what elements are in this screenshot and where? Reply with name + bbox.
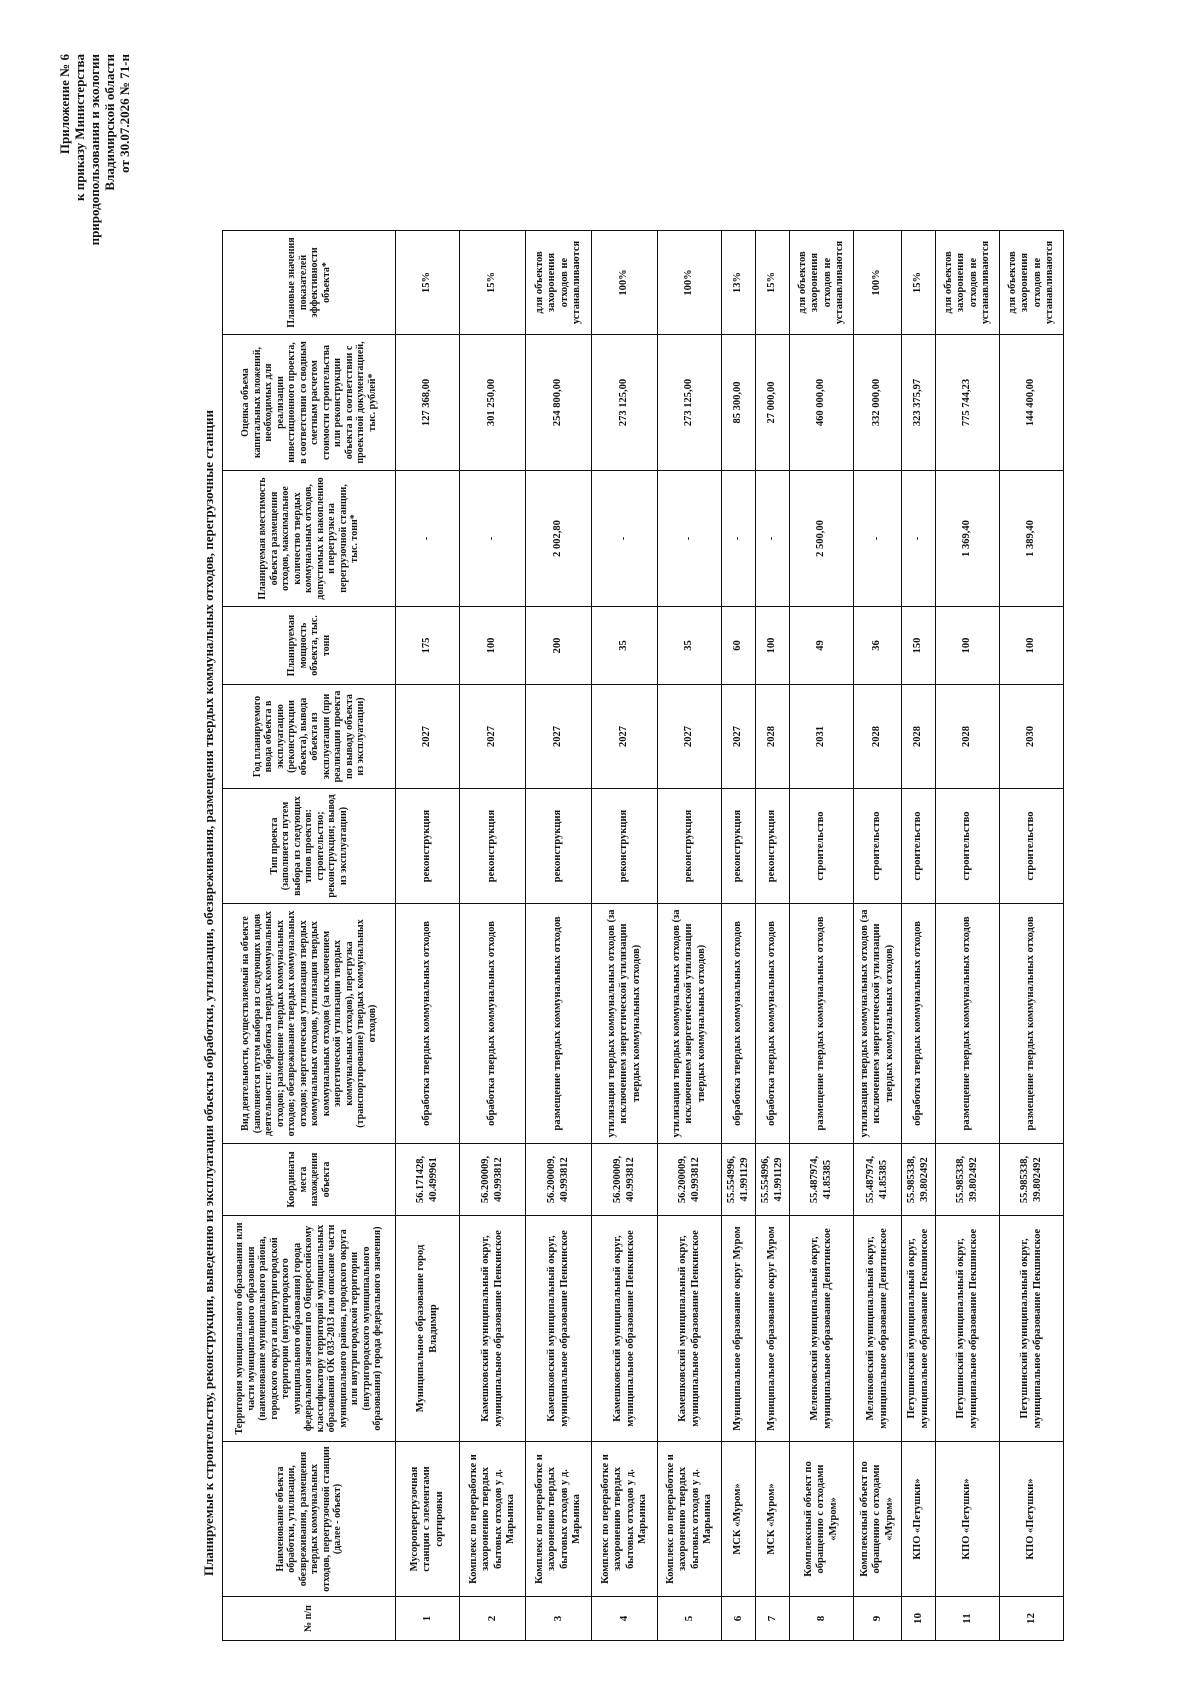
year: 2027	[526, 685, 592, 789]
table-row	[902, 231, 936, 1641]
territory: Камешковский муниципальный округ, муниципальное образование Пенкинское	[658, 1216, 722, 1442]
project-type: реконструкция	[592, 789, 658, 904]
activity-type: размещение твердых коммунальных отходов	[1000, 904, 1064, 1144]
coordinates: 55.985338, 39.802492	[902, 1144, 936, 1216]
object-name: Комплекс по переработке и захоронению твердых бытовых отходов у д. Марьинка	[658, 1442, 722, 1597]
territory: Муниципальное образование округ Муром	[722, 1216, 756, 1442]
header-row	[223, 231, 396, 1641]
capacity: 35	[658, 607, 722, 685]
activity-type: утилизация твердых коммунальных отходов (за исключением энергетической утилизации твердых коммунальных отходов)	[592, 904, 658, 1144]
volume: -	[722, 471, 756, 607]
year: 2027	[396, 685, 460, 789]
header-cell: Территория муниципального образования или части муниципального образования (наименование муниципального района, городского округа или внутригородской территории (внутригородского муниципального образования) города федерального значения по Общероссийскому классификатору территорий муниципальных образований ОК 033-2013 или описание части муниципального района, городского округа или внутригородской территории (внутригородского муниципального образования) города федерального значения)	[223, 1216, 396, 1442]
capacity: 100	[460, 607, 526, 685]
year: 2027	[592, 685, 658, 789]
table-row	[790, 231, 854, 1641]
header-cell: Планируемая мощность объекта, тыс. тонн	[223, 607, 396, 685]
approval-line: Приложение № 6	[57, 54, 72, 155]
capacity: 36	[854, 607, 902, 685]
table-row	[592, 231, 658, 1641]
document-title: Планируемые к строительству, реконструкции, выведению из эксплуатации объекты обработки, утилизации, обезвреживания, размещения твердых коммунальных отходов, перегрузочные станции	[201, 409, 216, 1577]
row-number: 4	[592, 1597, 658, 1641]
year: 2027	[722, 685, 756, 789]
capacity: 175	[396, 607, 460, 685]
object-name: МСК «Муром»	[756, 1442, 790, 1597]
capital-cost: 144 400,00	[1000, 335, 1064, 471]
efficiency: 15%	[460, 231, 526, 335]
row-number: 6	[722, 1597, 756, 1641]
capital-cost: 775 744,23	[936, 335, 1000, 471]
volume: -	[854, 471, 902, 607]
table-row	[756, 231, 790, 1641]
table-row	[936, 231, 1000, 1641]
project-type: реконструкция	[526, 789, 592, 904]
territory: Петушинский муниципальный округ, муниципальное образование Пекшинское	[1000, 1216, 1064, 1442]
object-name: КПО «Петушки»	[902, 1442, 936, 1597]
volume: -	[592, 471, 658, 607]
row-number: 1	[396, 1597, 460, 1641]
capacity: 100	[756, 607, 790, 685]
header-cell: № п/п	[223, 1597, 396, 1641]
project-type: реконструкция	[396, 789, 460, 904]
activity-type: обработка твердых коммунальных отходов	[460, 904, 526, 1144]
capital-cost: 460 000,00	[790, 335, 854, 471]
activity-type: размещение твердых коммунальных отходов	[790, 904, 854, 1144]
table-row	[1000, 231, 1064, 1641]
capacity: 49	[790, 607, 854, 685]
activity-type: обработка твердых коммунальных отходов	[902, 904, 936, 1144]
volume: -	[756, 471, 790, 607]
object-name: Комплексный объект по обращению с отходами «Муром»	[854, 1442, 902, 1597]
efficiency: 13%	[722, 231, 756, 335]
territory: Меленковский муниципальный округ, муниципальное образование Денятинское	[854, 1216, 902, 1442]
table-row	[658, 231, 722, 1641]
efficiency: для объектов захоронения отходов не устанавливаются	[936, 231, 1000, 335]
project-type: реконструкция	[658, 789, 722, 904]
header-cell: Тип проекта (заполняется путем выбора из следующих типов проектов: строительство; реконструкция; вывод из эксплуатации)	[223, 789, 396, 904]
year: 2028	[756, 685, 790, 789]
project-type: строительство	[1000, 789, 1064, 904]
territory: Петушинский муниципальный округ, муниципальное образование Пекшинское	[936, 1216, 1000, 1442]
capital-cost: 254 800,00	[526, 335, 592, 471]
coordinates: 55.487974, 41.85385	[790, 1144, 854, 1216]
activity-type: размещение твердых коммунальных отходов	[526, 904, 592, 1144]
coordinates: 55.554996, 41.991129	[722, 1144, 756, 1216]
capital-cost: 273 125,00	[592, 335, 658, 471]
capacity: 100	[936, 607, 1000, 685]
year: 2030	[1000, 685, 1064, 789]
object-name: Комплексный объект по обращению с отходами «Муром»	[790, 1442, 854, 1597]
efficiency: для объектов захоронения отходов не устанавливаются	[526, 231, 592, 335]
capacity: 150	[902, 607, 936, 685]
header-cell: Наименование объекта обработки, утилизации, обезвреживания, размещения твердых коммунальных отходов, перегрузочной станции (далее - объект)	[223, 1442, 396, 1597]
project-type: реконструкция	[756, 789, 790, 904]
capital-cost: 332 000,00	[854, 335, 902, 471]
coordinates: 56.200009, 40.993812	[460, 1144, 526, 1216]
efficiency: для объектов захоронения отходов не устанавливаются	[1000, 231, 1064, 335]
year: 2028	[902, 685, 936, 789]
activity-type: утилизация твердых коммунальных отходов (за исключением энергетической утилизации твердых коммунальных отходов)	[658, 904, 722, 1144]
capital-cost: 301 250,00	[460, 335, 526, 471]
header-cell: Вид деятельности, осуществляемый на объекте (заполняется путем выбора из следующих видов деятельности: обработка твердых коммунальных отходов; размещение твердых коммунальных отходов; обезвреживание твердых коммунальных отходов; энергетическая утилизация твердых коммунальных отходов, утилизация твердых коммунальных отходов (за исключением энергетической утилизации твердых коммунальных отходов), перегрузка (транспортирование) твердых коммунальных отходов)	[223, 904, 396, 1144]
territory: Камешковский муниципальный округ, муниципальное образование Пенкинское	[526, 1216, 592, 1442]
object-name: МСК «Муром»	[722, 1442, 756, 1597]
table-row	[854, 231, 902, 1641]
approval-line: к приказу Министерства	[71, 54, 87, 202]
project-type: реконструкция	[460, 789, 526, 904]
coordinates: 55.985338, 39.802492	[936, 1144, 1000, 1216]
project-type: строительство	[936, 789, 1000, 904]
volume: 1 369,40	[936, 471, 1000, 607]
project-type: реконструкция	[722, 789, 756, 904]
activity-type: размещение твердых коммунальных отходов	[936, 904, 1000, 1144]
territory: Муниципальное образование округ Муром	[756, 1216, 790, 1442]
capital-cost: 27 000,00	[756, 335, 790, 471]
volume: 2 002,80	[526, 471, 592, 607]
territory: Меленковский муниципальный округ, муниципальное образование Денятинское	[790, 1216, 854, 1442]
efficiency: 15%	[902, 231, 936, 335]
territory: Петушинский муниципальный округ, муниципальное образование Пекшинское	[902, 1216, 936, 1442]
header-cell: Координаты места нахождения объекта	[223, 1144, 396, 1216]
project-type: строительство	[902, 789, 936, 904]
coordinates: 56.171428, 40.499961	[396, 1144, 460, 1216]
object-name: Комплекс по переработке и захоронению твердых бытовых отходов у д. Марьинка	[526, 1442, 592, 1597]
activity-type: обработка твердых коммунальных отходов	[722, 904, 756, 1144]
volume: -	[658, 471, 722, 607]
table-body	[396, 231, 1064, 1641]
table-row	[396, 231, 460, 1641]
project-type: строительство	[854, 789, 902, 904]
object-name: КПО «Петушки»	[936, 1442, 1000, 1597]
capacity: 200	[526, 607, 592, 685]
capacity: 60	[722, 607, 756, 685]
efficiency: 15%	[396, 231, 460, 335]
approval-block	[58, 54, 133, 414]
efficiency: для объектов захоронения отходов не устанавливаются	[790, 231, 854, 335]
year: 2027	[658, 685, 722, 789]
header-cell: Планируемая вместимость объекта размещения отходов, максимальное количество твердых коммунальных отходов, допустимых к накоплению и перегрузке на перегрузочной станции, тыс. тонн*	[223, 471, 396, 607]
activity-type: утилизация твердых коммунальных отходов (за исключением энергетической утилизации твердых коммунальных отходов)	[854, 904, 902, 1144]
project-type: строительство	[790, 789, 854, 904]
coordinates: 55.487974, 41.85385	[854, 1144, 902, 1216]
territory: Камешковский муниципальный округ, муниципальное образование Пенкинское	[592, 1216, 658, 1442]
row-number: 12	[1000, 1597, 1064, 1641]
efficiency: 100%	[854, 231, 902, 335]
capital-cost: 273 125,00	[658, 335, 722, 471]
volume: 2 500,00	[790, 471, 854, 607]
year: 2027	[460, 685, 526, 789]
object-name: Комплекс по переработке и захоронению твердых бытовых отходов у д. Марьинка	[460, 1442, 526, 1597]
header-cell: Оценка объема капитальных вложений, необходимых для реализации инвестиционного проекта, в соответствии со сводным сметным расчетом стоимости строительства или реконструкции объекта в соответствии с проектной документацией, тыс. рублей*	[223, 335, 396, 471]
year: 2028	[936, 685, 1000, 789]
table-row	[526, 231, 592, 1641]
approval-line: от 30.07.2026 № 71-н	[116, 54, 132, 173]
objects-table	[222, 230, 1064, 1641]
row-number: 7	[756, 1597, 790, 1641]
coordinates: 55.554996, 41.991129	[756, 1144, 790, 1216]
coordinates: 55.985338, 39.802492	[1000, 1144, 1064, 1216]
efficiency: 100%	[658, 231, 722, 335]
row-number: 5	[658, 1597, 722, 1641]
approval-line: природопользования и экологии	[86, 54, 102, 246]
row-number: 9	[854, 1597, 902, 1641]
table-row	[460, 231, 526, 1641]
coordinates: 56.200009, 40.993812	[658, 1144, 722, 1216]
coordinates: 56.200009, 40.993812	[592, 1144, 658, 1216]
activity-type: обработка твердых коммунальных отходов	[396, 904, 460, 1144]
volume: 1 389,40	[1000, 471, 1064, 607]
capital-cost: 323 375,97	[902, 335, 936, 471]
row-number: 2	[460, 1597, 526, 1641]
volume: -	[460, 471, 526, 607]
year: 2031	[790, 685, 854, 789]
territory: Муниципальное образование город Владимир	[396, 1216, 460, 1442]
capital-cost: 127 368,00	[396, 335, 460, 471]
header-cell: Плановые значения показателей эффективности объекта*	[223, 231, 396, 335]
object-name: Комплекс по переработке и захоронению твердых бытовых отходов у д. Марьинка	[592, 1442, 658, 1597]
object-name: Мусороперегрузочная станция с элементами сортировки	[396, 1442, 460, 1597]
row-number: 11	[936, 1597, 1000, 1641]
efficiency: 15%	[756, 231, 790, 335]
territory: Камешковский муниципальный округ, муниципальное образование Пенкинское	[460, 1216, 526, 1442]
volume: -	[902, 471, 936, 607]
header-cell: Год планируемого ввода объекта в эксплуатацию (реконструкции объекта), вывода объекта из эксплуатации (при реализации проекта по выводу объекта из эксплуатации)	[223, 685, 396, 789]
activity-type: обработка твердых коммунальных отходов	[756, 904, 790, 1144]
coordinates: 56.200009, 40.993812	[526, 1144, 592, 1216]
object-name: КПО «Петушки»	[1000, 1442, 1064, 1597]
row-number: 10	[902, 1597, 936, 1641]
approval-line: Владимирской области	[101, 54, 117, 191]
capacity: 100	[1000, 607, 1064, 685]
volume: -	[396, 471, 460, 607]
year: 2028	[854, 685, 902, 789]
capacity: 35	[592, 607, 658, 685]
table-row	[722, 231, 756, 1641]
row-number: 8	[790, 1597, 854, 1641]
capital-cost: 85 300,00	[722, 335, 756, 471]
efficiency: 100%	[592, 231, 658, 335]
row-number: 3	[526, 1597, 592, 1641]
